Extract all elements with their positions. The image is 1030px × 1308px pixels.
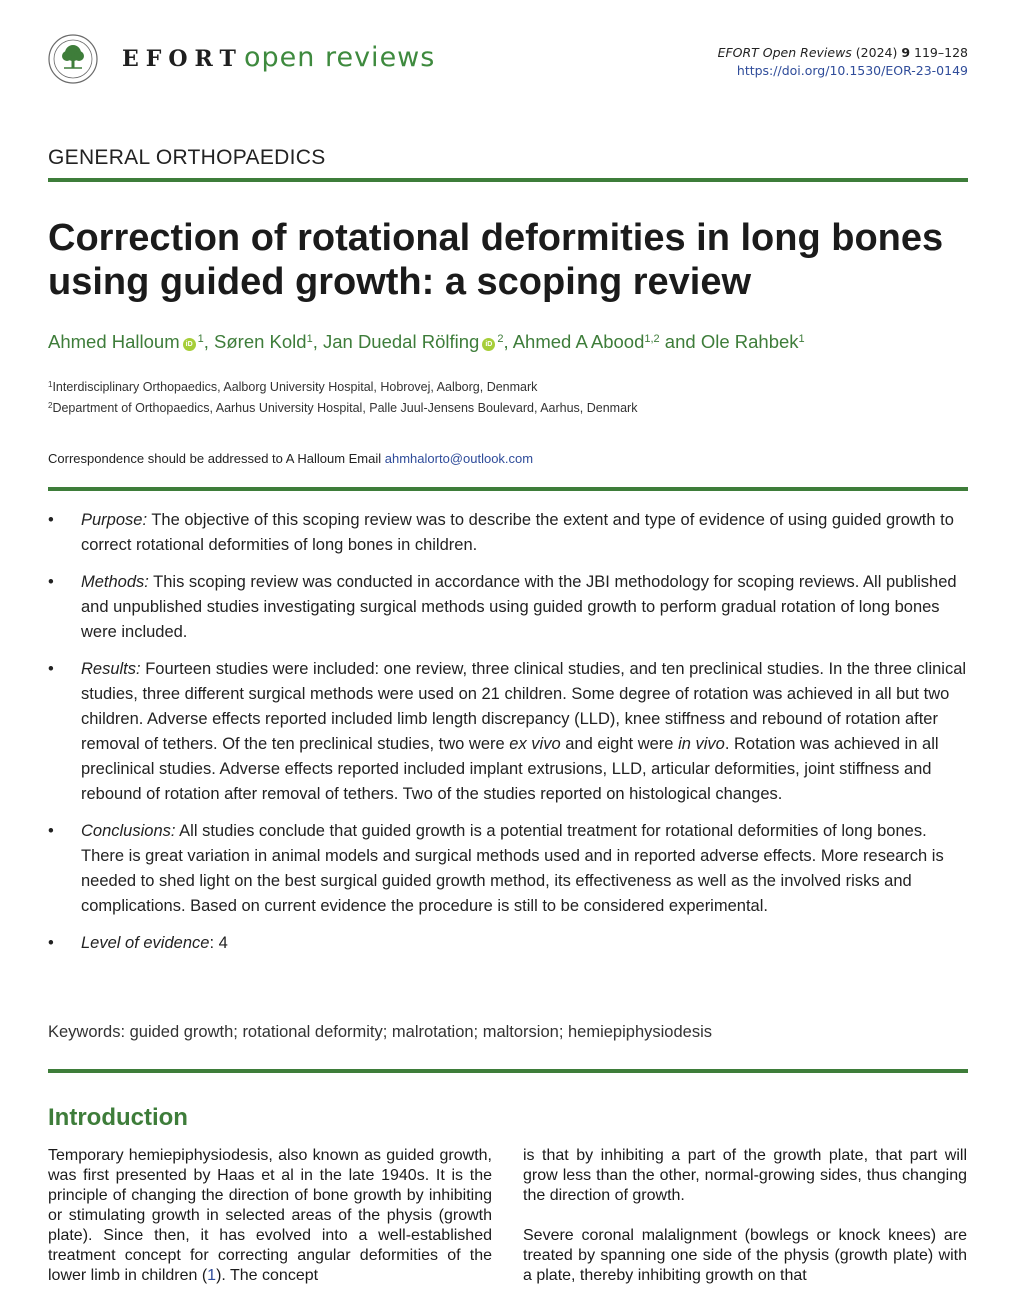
author-list: Ahmed Halloum iD $^1$, Søren Kold$^1$, Jan Duedal Rölfing iD $^2$, Ahmed A Abood$^{1,2}$ and Ole Rahbek$^1$ (48, 331, 805, 352)
body-column-right (523, 1146, 967, 1306)
body-text: ). The concept (216, 1267, 319, 1284)
correspondence-email-link[interactable]: ahmhalorto@outlook.com (384, 451, 534, 466)
author-name[interactable]: Søren Kold (214, 331, 307, 352)
bullet-icon: • (48, 573, 54, 591)
introduction-heading: Introduction (48, 1104, 188, 1131)
author-name[interactable]: Jan Duedal Rölfing (322, 331, 480, 352)
author-affiliation-marker: 1 (798, 333, 805, 345)
author-name[interactable]: Ahmed Halloum (48, 331, 180, 352)
citation-block (718, 44, 968, 80)
section-label: GENERAL ORTHOPAEDICS (48, 146, 326, 169)
abstract-results (48, 657, 968, 807)
citation-year: (2024) (851, 45, 902, 60)
author-affiliation-marker: 1 (306, 333, 313, 345)
abstract-divider-top (48, 487, 968, 491)
abstract-divider-bottom (48, 1069, 968, 1073)
section-divider (48, 178, 968, 182)
open-reviews-wordmark: open reviews (244, 42, 436, 73)
abstract-level-of-evidence (48, 931, 968, 956)
abstract-label: Purpose: (81, 511, 148, 529)
abstract-list (48, 508, 968, 968)
body-column-left (48, 1146, 492, 1306)
abstract-label: Results: (81, 660, 141, 678)
body-paragraph (48, 1146, 492, 1286)
affiliation-marker: 1 (48, 380, 53, 389)
orcid-icon[interactable]: iD (482, 338, 495, 351)
citation-pages: 119–128 (910, 45, 968, 60)
affiliation-text: Department of Orthopaedics, Aarhus University Hospital, Palle Juul-Jensens Boulevard, Aarhus, Denmark (52, 401, 638, 415)
bullet-icon: • (48, 511, 54, 529)
bullet-icon: • (48, 822, 54, 840)
doi-link[interactable]: https://doi.org/10.1530/EOR-23-0149 (736, 63, 968, 78)
body-text: Temporary hemiepiphysiodesis, also known as guided growth, was first presented by Haas et al in the late 1940s. It is the principle of changing the direction of bone growth by inhibiting or stimulating growth in selected areas of the physis (growth plate). Since then, it has evolved into a well-established treatment concept for correcting angular deformities of the lower limb in children ( (48, 1147, 492, 1284)
correspondence-text: Correspondence should be addressed to A Halloum Email (48, 451, 385, 466)
efort-seal-logo (48, 34, 98, 84)
correspondence-line (48, 451, 533, 466)
abstract-conclusions (48, 819, 968, 919)
abstract-text: All studies conclude that guided growth is a potential treatment for rotational deformities of long bones. There is great variation in animal models and surgical methods used and in reported adverse effects. More research is needed to shed light on the best surgical guided growth method, its effectiveness as well as the involved risks and complications. Based on current evidence the procedure is still to be considered experimental. (81, 822, 944, 915)
abstract-text: Fourteen studies were included: one review, three clinical studies, and ten preclinical studies. In the three clinical studies, three different surgical methods were used on 21 children. Some degree of rotation was achieved in all but two children. Adverse effects reported included limb length discrepancy (LLD), knee stiffness and rebound of rotation after removal of tethers. Of the ten preclinical studies, two were (81, 660, 967, 753)
abstract-text: . Rotation was achieved in all preclinical studies. Adverse effects reported included implant extrusions, LLD, articular deformities, joint stiffness and rebound of rotation after removal of tethers. Two of the studies reported on histological changes. (81, 735, 939, 803)
orcid-icon[interactable]: iD (183, 338, 196, 351)
affiliation-text: Interdisciplinary Orthopaedics, Aalborg University Hospital, Hobrovej, Aalborg, Denmark (52, 380, 538, 394)
citation-volume: 9 (901, 45, 911, 60)
keywords-line: Keywords: guided growth; rotational deformity; malrotation; maltorsion; hemiepiphysiodesis (48, 1023, 712, 1041)
abstract-label: Level of evidence (81, 934, 210, 952)
bullet-icon: • (48, 660, 54, 678)
abstract-text: and eight were (560, 735, 679, 753)
affiliation-2 (48, 401, 637, 415)
abstract-text: : 4 (209, 934, 228, 952)
article-title: Correction of rotational deformities in long bones using guided growth: a scoping review (48, 217, 944, 303)
journal-header (48, 32, 968, 92)
author-affiliation-marker: 2 (497, 333, 504, 345)
citation-line (718, 44, 968, 62)
affiliation-marker: 2 (48, 401, 53, 410)
body-paragraph: is that by inhibiting a part of the growth plate, that part will grow less than the other, normal-growing sides, thus changing the direction of growth. (523, 1147, 967, 1204)
affiliation-1 (48, 380, 537, 394)
body-paragraph: Severe coronal malalignment (bowlegs or knock knees) are treated by spanning one side of the physis (growth plate) with a plate, thereby inhibiting growth on that (523, 1227, 967, 1284)
author-name[interactable]: Ahmed A Abood (512, 331, 645, 352)
abstract-text: The objective of this scoping review was to describe the extent and type of evidence of using guided growth to correct rotational deformities of long bones in children. (81, 511, 954, 554)
efort-wordmark: EFORT (122, 46, 243, 72)
author-affiliation-marker: 1,2 (644, 333, 660, 345)
abstract-methods (48, 570, 968, 645)
abstract-label: Methods: (81, 573, 149, 591)
abstract-purpose (48, 508, 968, 558)
abstract-label: Conclusions: (81, 822, 176, 840)
bullet-icon: • (48, 934, 54, 952)
reference-link[interactable]: 1 (207, 1267, 217, 1284)
author-name[interactable]: Ole Rahbek (700, 331, 799, 352)
author-affiliation-marker: 1 (197, 333, 204, 345)
abstract-italic-term: ex vivo (509, 735, 561, 753)
abstract-text: This scoping review was conducted in accordance with the JBI methodology for scoping reviews. All published and unpublished studies investigating surgical methods using guided growth to perform gradual rotation of long bones were included. (81, 573, 957, 641)
journal-name: EFORT Open Reviews (717, 45, 852, 60)
abstract-italic-term: in vivo (678, 735, 725, 753)
